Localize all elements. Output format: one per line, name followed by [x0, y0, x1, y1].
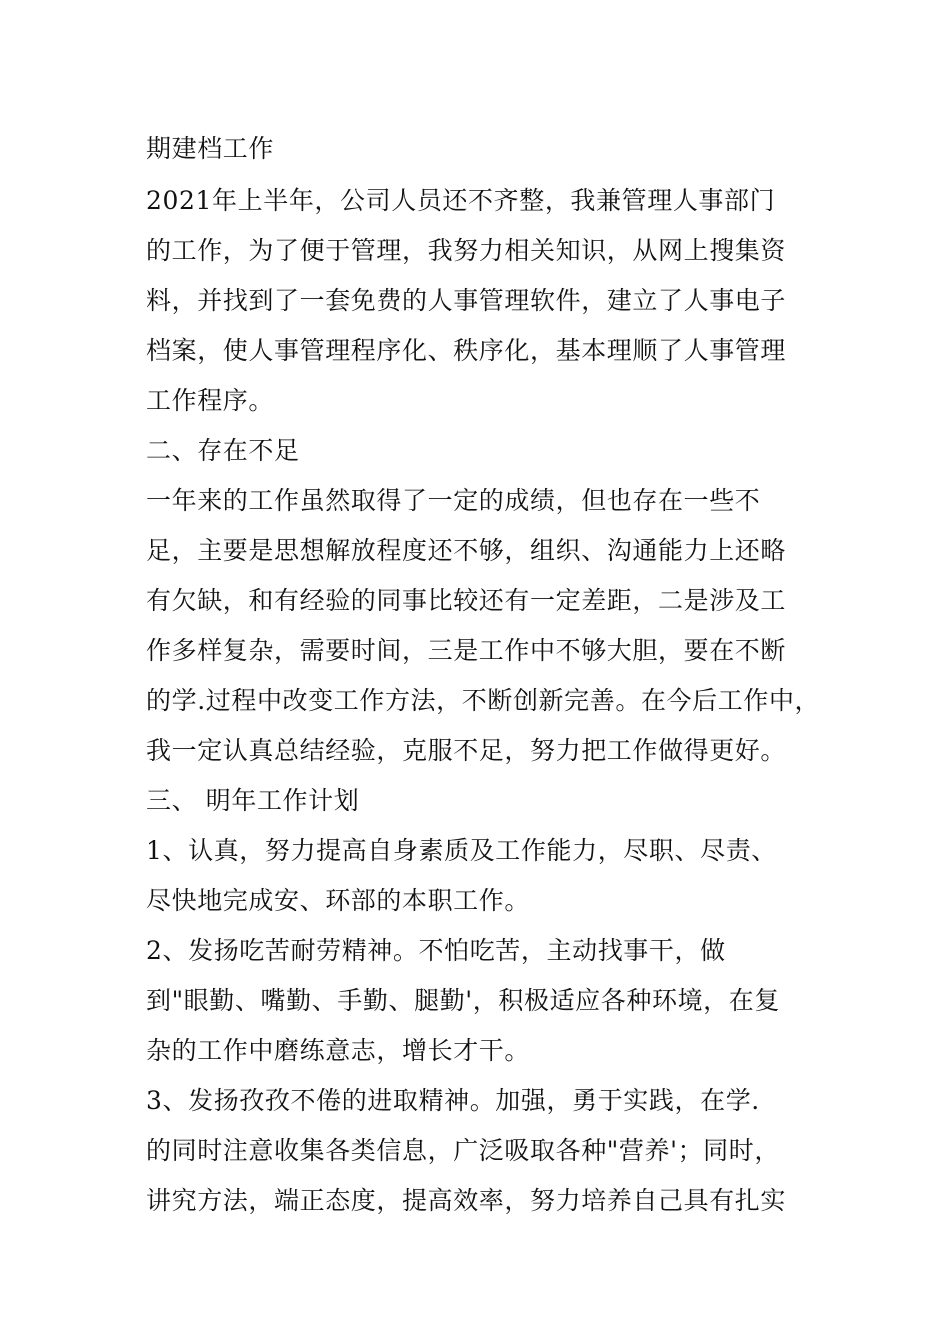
text-line: 讲究方法，端正态度，提高效率，努力培养自己具有扎实 — [146, 1186, 787, 1215]
text-line: 一年来的工作虽然取得了一定的成绩，但也存在一些不 — [146, 486, 761, 515]
text-line: 到"眼勤、嘴勤、手勤、腿勤'，积极适应各种环境，在复 — [146, 986, 780, 1015]
text-line: 我一定认真总结经验，克服不足，努力把工作做得更好。 — [146, 736, 787, 765]
text-line: 2、发扬吃苦耐劳精神。不怕吃苦，主动找事干，做 — [146, 936, 726, 965]
text-line: 作多样复杂，需要时间，三是工作中不够大胆，要在不断 — [146, 636, 787, 665]
text-line: 档案，使人事管理程序化、秩序化，基本理顺了人事管理 — [146, 336, 787, 365]
text-line: 料，并找到了一套免费的人事管理软件，建立了人事电子 — [146, 286, 787, 315]
text-line: 的学.过程中改变工作方法，不断创新完善。在今后工作中， — [146, 686, 821, 715]
text-line: 足，主要是思想解放程度还不够，组织、沟通能力上还略 — [146, 536, 787, 565]
text-line: 1、认真，努力提高自身素质及工作能力，尽职、尽责、 — [146, 836, 777, 865]
text-line: 尽快地完成安、环部的本职工作。 — [146, 886, 531, 915]
section-heading: 二、存在不足 — [146, 436, 300, 465]
text-line: 期建档工作 — [146, 134, 275, 163]
text-line: 杂的工作中磨练意志，增长才干。 — [146, 1036, 531, 1065]
text-line: 的工作，为了便于管理，我努力相关知识，从网上搜集资 — [146, 236, 787, 265]
text-line: 3、发扬孜孜不倦的进取精神。加强，勇于实践，在学. — [146, 1086, 760, 1115]
section-heading: 三、 明年工作计划 — [146, 786, 360, 815]
text-line: 有欠缺，和有经验的同事比较还有一定差距，二是涉及工 — [146, 586, 787, 615]
text-line: 2021年上半年，公司人员还不齐整，我兼管理人事部门 — [146, 186, 776, 215]
text-line: 的同时注意收集各类信息，广泛吸取各种"营养'；同时， — [146, 1136, 780, 1165]
text-line: 工作程序。 — [146, 386, 275, 415]
